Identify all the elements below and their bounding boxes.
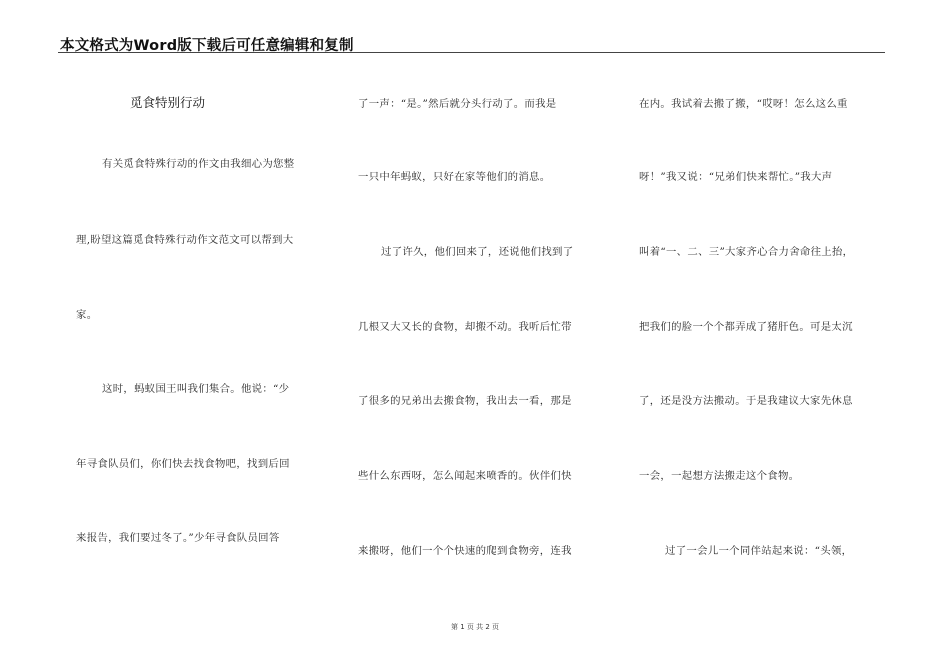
text-line: 理,盼望这篇觅食特殊行动作文范文可以帮到大 (76, 234, 294, 246)
text-line: 把我们的脸一个个都弄成了猪肝色。可是太沉 (639, 321, 853, 333)
text-line: 年寻食队员们，你们快去找食物吧，找到后回 (76, 458, 290, 470)
header-title: 本文格式为Word版下载后可任意编辑和复制 (60, 38, 354, 54)
header-rule (58, 52, 885, 53)
text-line: 了一声：“是。”然后就分头行动了。而我是 (358, 98, 557, 110)
text-line: 来报告，我们要过冬了。”少年寻食队员回答 (76, 532, 280, 544)
text-line: 呀！”我又说：“兄弟们快来帮忙。”我大声 (639, 171, 833, 183)
text-line: 一只中年蚂蚁，只好在家等他们的消息。 (358, 171, 551, 183)
text-line: 家。 (76, 309, 98, 321)
text-line: 过了一会儿一个同伴站起来说：“头领， (665, 545, 853, 557)
text-line: 了很多的兄弟出去搬食物，我出去一看，那是 (358, 395, 572, 407)
text-line: 过了许久，他们回来了，还说他们找到了 (381, 246, 574, 258)
page-number: 第 1 页 共 2 页 (450, 623, 500, 631)
text-line: 了，还是没方法搬动。于是我建议大家先休息 (639, 395, 853, 407)
text-line: 这时，蚂蚁国王叫我们集合。他说：“少 (102, 383, 290, 395)
article-title: 觅食特别行动 (130, 95, 206, 110)
text-line: 叫着“一、二、三”大家齐心合力舍命往上抬， (639, 246, 854, 258)
text-line: 些什么东西呀，怎么闻起来喷香的。伙伴们快 (358, 470, 572, 482)
text-line: 几根又大又长的食物，却搬不动。我听后忙带 (358, 321, 572, 333)
text-line: 有关觅食特殊行动的作文由我细心为您整 (102, 158, 295, 170)
text-line: 在内。我试着去搬了搬，“哎呀！怎么这么重 (639, 98, 848, 110)
text-line: 来搬呀，他们一个个快速的爬到食物旁，连我 (358, 545, 572, 557)
text-line: 一会，一起想方法搬走这个食物。 (639, 470, 800, 482)
